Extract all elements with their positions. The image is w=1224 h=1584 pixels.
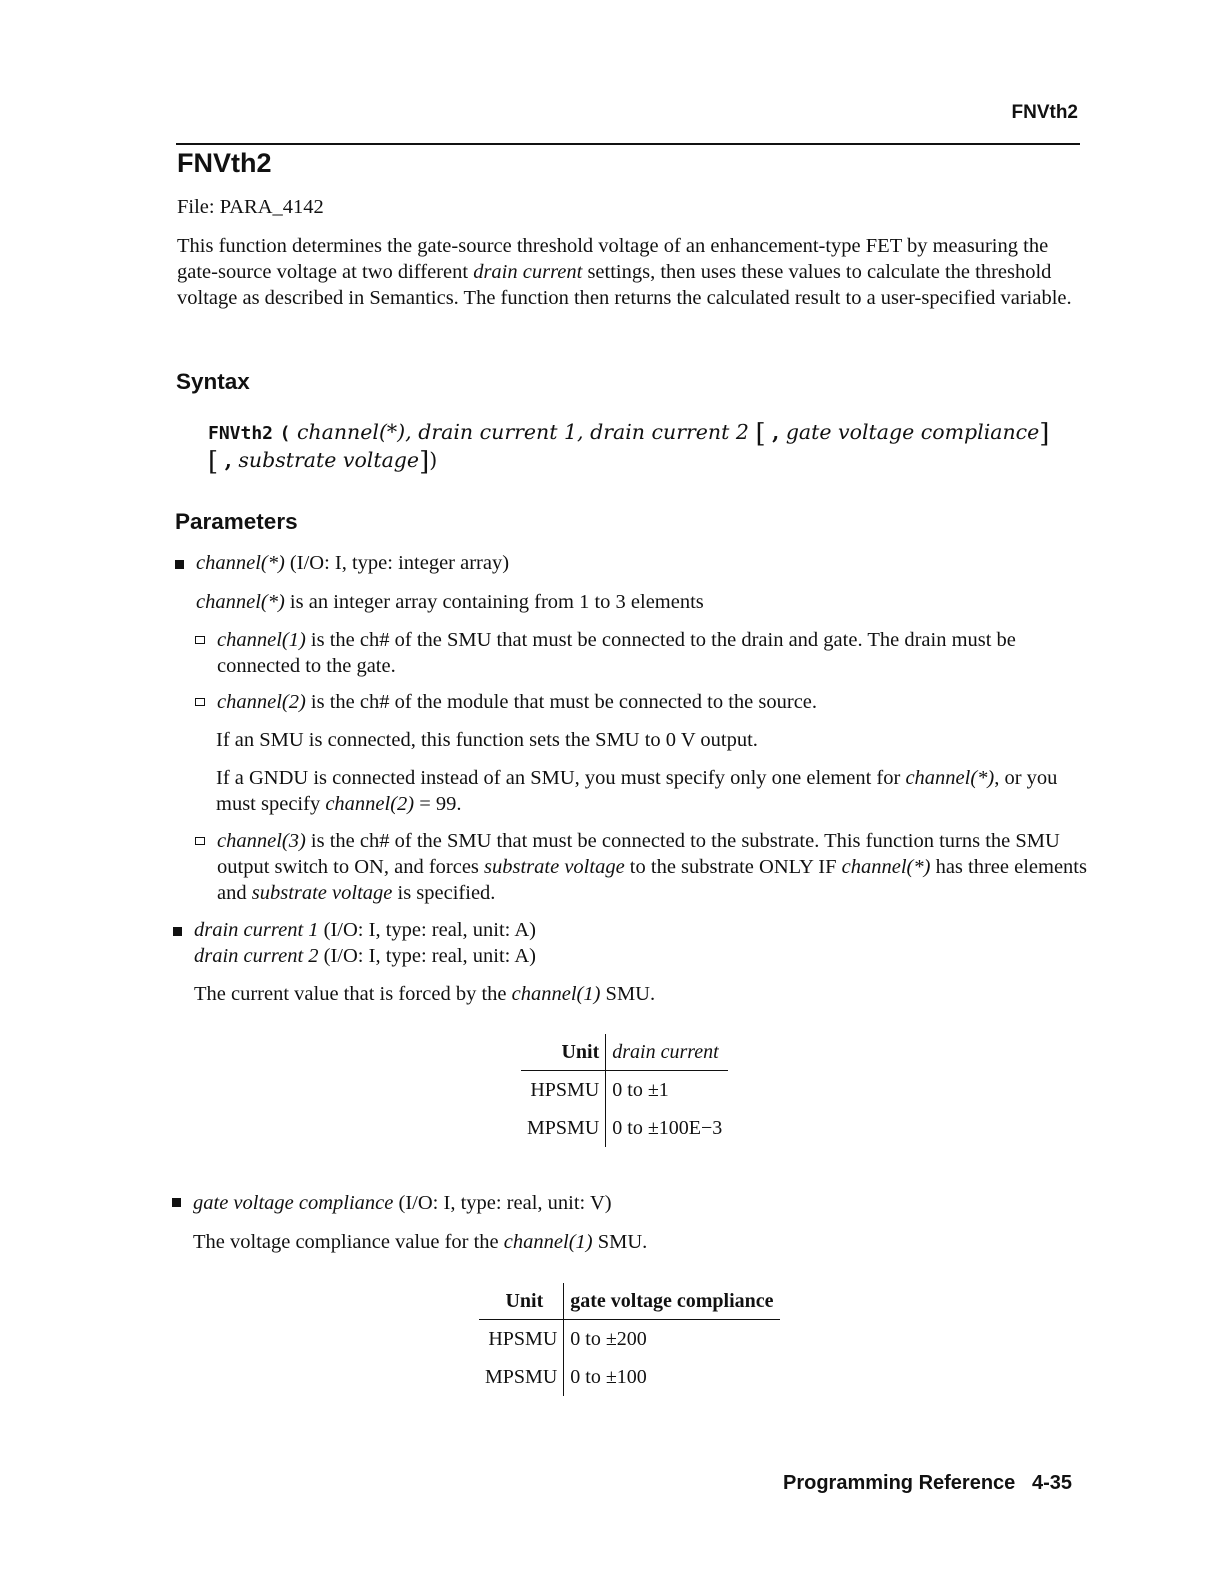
item3-text-d: is specified. [392,882,496,904]
drain-current-table [521,1034,728,1147]
param-drain-2 [194,943,536,969]
checkbox-square-icon [195,636,205,644]
table-cell-unit: MPSMU [521,1109,606,1147]
table-header-unit: Unit [521,1034,606,1071]
channel-item-2-em: channel(2) [217,691,306,713]
note2-em-1: channel(*) [905,767,995,789]
running-header: FNVth2 [1011,102,1078,123]
note2-text-a: If a GNDU is connected instead of an SMU, you must specify only one element for [216,767,906,789]
param-drain-desc [194,981,655,1007]
gate-voltage-table [479,1283,780,1396]
table-header-value-text: drain current [612,1040,719,1063]
table-cell-unit: MPSMU [479,1358,564,1396]
note2-em-2: channel(2) [325,793,415,815]
header-rule [176,143,1080,145]
footer-section: Programming Reference [783,1472,1016,1494]
gate-desc-b: SMU. [592,1231,648,1253]
parameters-heading: Parameters [175,509,298,534]
channel-item-2 [217,689,817,715]
table-header-value [606,1034,729,1071]
channel-item-3-em: channel(3) [217,830,306,852]
param-drain-1-meta: (I/O: I, type: real, unit: A) [323,919,536,941]
intro-paragraph [177,233,1077,311]
syntax-opt-substrate-voltage: substrate voltage [238,448,420,472]
page-title: FNVth2 [177,148,272,178]
syntax-bracket-close: ] [1039,419,1050,449]
param-gate-line [193,1190,612,1216]
channel-item-1 [217,627,1087,679]
syntax-heading: Syntax [176,369,250,394]
intro-text-1: This function determines the gate-source threshold voltage of an enhancement-type FET by measuring the gate-source voltage at two different [177,235,1049,283]
page-footer [783,1472,1072,1495]
param-drain-2-meta: (I/O: I, type: real, unit: A) [323,945,536,967]
channel-desc-em: channel(*) [196,591,285,613]
syntax-opt2-sep: , [224,448,232,472]
param-gate-desc [193,1229,647,1255]
gate-desc-em: channel(1) [503,1231,593,1253]
item3-em-2: substrate voltage [484,856,625,878]
item3-text-b: to the substrate ONLY IF [624,856,842,878]
table-cell-unit: HPSMU [479,1320,564,1359]
note2-text-c: = 99. [414,793,462,815]
table-row [479,1358,780,1396]
channel-item-2-text: is the ch# of the module that must be connected to the source. [305,691,818,713]
channel-note-1: If an SMU is connected, this function sets the SMU to 0 V output. [216,729,758,751]
table-cell-unit: HPSMU [521,1071,606,1110]
param-channel-desc [196,589,704,615]
note2-text-b: , or you must specify [216,767,1058,815]
bullet-icon [173,927,182,936]
param-channel-line [196,550,509,576]
param-drain-1-name: drain current 1 [194,919,319,941]
syntax-bracket-open: [ [755,419,766,449]
gate-desc-a: The voltage compliance value for the [193,1231,504,1253]
bullet-icon [172,1198,181,1207]
item3-text-c: has three elements and [217,856,1087,904]
table-cell-range: 0 to ±200 [570,1327,647,1350]
syntax-open-paren: ( [279,423,291,444]
table-row [479,1320,780,1359]
param-channel-name: channel(*) [196,552,285,574]
table-row [521,1109,728,1147]
intro-text-2: settings, then uses these values to calculate the threshold voltage as described in Semantics. The function then returns the calculated result to a user-specified variable. [177,261,1072,309]
syntax-required-args: channel(*), drain current 1, drain current 2 [296,420,749,444]
param-drain-lines [194,917,536,969]
param-gate-meta: (I/O: I, type: real, unit: V) [398,1192,612,1214]
item3-em-3: channel(*) [841,856,931,878]
syntax-opt1-sep: , [772,420,780,444]
syntax-line-2 [208,447,1088,477]
channel-item-3 [217,828,1087,906]
channel-item-1-em: channel(1) [217,629,306,651]
param-gate-name: gate voltage compliance [193,1192,394,1214]
intro-em-drain-current: drain current [473,261,583,283]
table-header-unit: Unit [479,1283,564,1320]
table-cell-range: 0 to ±100 [570,1365,647,1388]
footer-page-number: 4-35 [1031,1472,1072,1494]
drain-desc-em: channel(1) [511,983,601,1005]
param-drain-2-name: drain current 2 [194,945,319,967]
file-line: File: PARA_4142 [177,196,324,218]
table-row [521,1071,728,1110]
checkbox-square-icon [195,837,205,845]
table-header-row [479,1283,780,1320]
table-header-row [521,1034,728,1071]
item3-text-a: is the ch# of the SMU that must be connected to the substrate. This function turns the SMU output switch to ON, and forces [217,830,1060,878]
checkbox-square-icon [195,698,205,706]
syntax-opt-gate-voltage: gate voltage compliance [785,420,1040,444]
syntax-block [208,419,1088,477]
table-cell-range: 0 to ±1 [612,1078,669,1101]
drain-desc-b: SMU. [600,983,656,1005]
param-drain-1 [194,917,536,943]
syntax-keyword: FNVth2 [208,423,274,444]
bullet-icon [175,560,184,569]
table-cell-range: 0 to ±100E−3 [612,1116,723,1139]
drain-desc-a: The current value that is forced by the [194,983,512,1005]
param-channel-meta: (I/O: I, type: integer array) [289,552,510,574]
item3-em-4: substrate voltage [251,882,393,904]
syntax-line-1 [208,419,1088,447]
syntax-bracket-open-2: [ [208,447,219,477]
table-header-value: gate voltage compliance [564,1283,780,1320]
channel-item-1-text: is the ch# of the SMU that must be connected to the drain and gate. The drain must be connected to the gate. [217,629,1016,677]
syntax-close-paren: ) [429,448,438,472]
channel-note-2 [216,765,1076,817]
channel-desc-text: is an integer array containing from 1 to 3 elements [284,591,704,613]
syntax-bracket-close-2: ] [419,447,430,477]
